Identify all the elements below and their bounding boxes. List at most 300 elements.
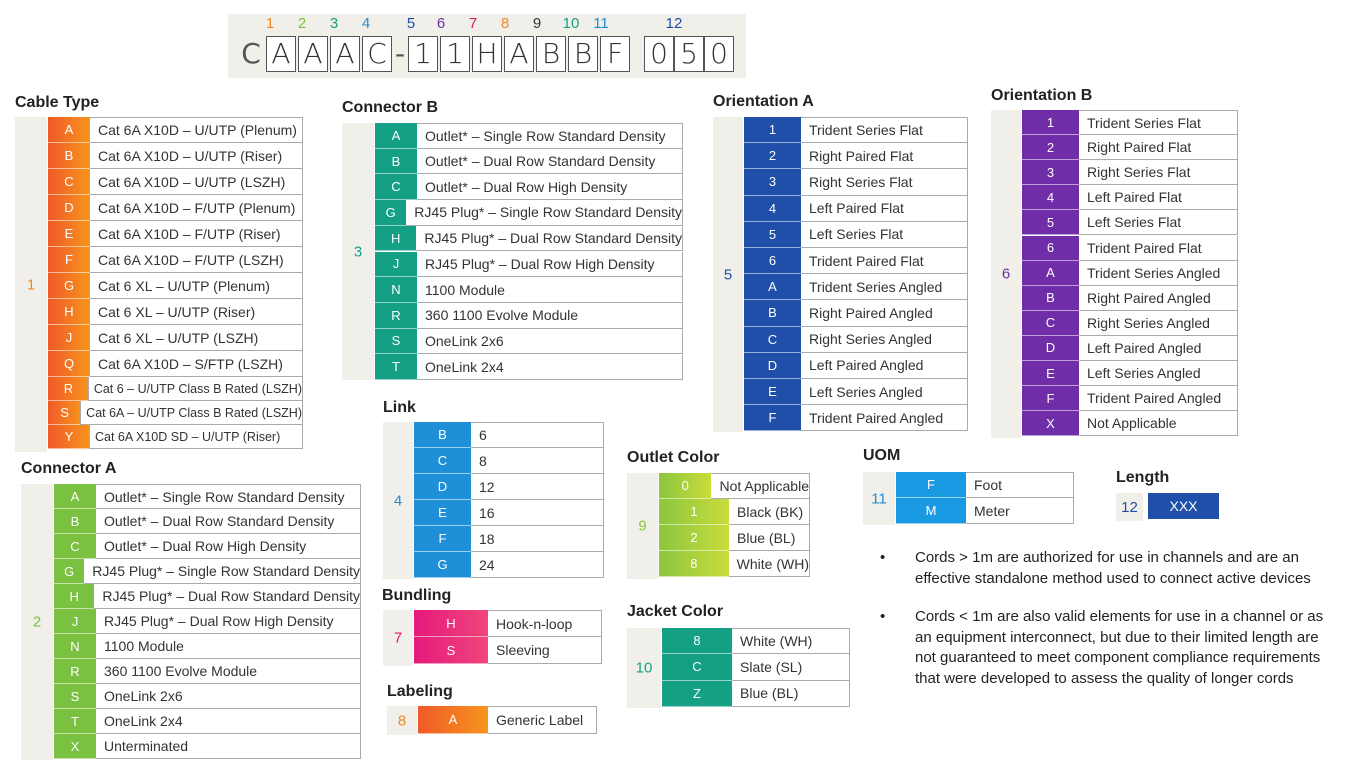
option-label: Trident Paired Angled: [801, 405, 968, 431]
section-number-cell: [713, 117, 743, 432]
option-code: E: [1022, 361, 1079, 386]
option-code: A: [54, 484, 96, 509]
option-label: 18: [471, 526, 604, 552]
option-label: RJ45 Plug* – Dual Row High Density: [96, 609, 361, 634]
option-label: 16: [471, 500, 604, 526]
option-row: [48, 143, 303, 169]
option-label: Slate (SL): [732, 654, 850, 680]
section-number-cell: [991, 110, 1021, 438]
option-label: Cat 6 XL – U/UTP (Plenum): [90, 273, 303, 299]
option-label: RJ45 Plug* – Single Row Standard Density: [84, 559, 361, 584]
option-code: D: [48, 195, 90, 221]
option-code: D: [414, 474, 471, 500]
labeling-title: Labeling: [387, 683, 453, 700]
option-label: Left Series Flat: [801, 222, 968, 248]
option-label: Right Paired Angled: [801, 300, 968, 326]
option-row: [48, 221, 303, 247]
option-code: F: [896, 472, 966, 498]
option-code: F: [1022, 386, 1079, 411]
option-row: [54, 559, 361, 584]
uom-table: [863, 472, 1074, 525]
bundling-table: [383, 610, 602, 666]
option-row: [48, 401, 303, 425]
option-label: Right Series Flat: [801, 169, 968, 195]
option-row: [1022, 336, 1238, 361]
code-char: 1: [440, 36, 470, 72]
option-label: Outlet* – Dual Row Standard Density: [96, 509, 361, 534]
option-row: [54, 509, 361, 534]
code-char: B: [536, 36, 566, 72]
option-code: A: [418, 706, 488, 734]
option-label: RJ45 Plug* – Dual Row High Density: [417, 252, 683, 278]
dash-char: -: [394, 37, 406, 70]
option-label: Cat 6A X10D SD – U/UTP (Riser): [89, 425, 303, 449]
option-rows: [414, 610, 602, 666]
option-code: S: [414, 637, 488, 664]
option-row: [375, 252, 683, 278]
option-label: Blue (BL): [732, 681, 850, 707]
option-code: T: [54, 709, 96, 734]
option-label: 24: [471, 552, 604, 578]
option-label: White (WH): [729, 551, 810, 577]
code-char: A: [330, 36, 360, 72]
part-number-diagram: [228, 14, 746, 78]
notes-list: [880, 548, 1342, 701]
option-label: Cat 6A X10D – F/UTP (Riser): [90, 221, 303, 247]
option-label: Cat 6 XL – U/UTP (LSZH): [90, 325, 303, 351]
option-code: J: [375, 252, 417, 278]
option-row: [375, 149, 683, 175]
section-number-cell: [15, 117, 47, 452]
option-label: Left Paired Flat: [801, 196, 968, 222]
option-row: [48, 195, 303, 221]
option-row: [744, 222, 968, 248]
option-row: [744, 379, 968, 405]
option-label: 360 1100 Evolve Module: [96, 659, 361, 684]
option-row: [659, 473, 810, 499]
jacket-color-title: Jacket Color: [627, 603, 724, 620]
option-code: 1: [1022, 110, 1079, 135]
orientation-a-table: [713, 117, 968, 432]
option-code: T: [375, 354, 417, 380]
option-code: 3: [744, 169, 801, 195]
length-char: 0: [704, 36, 734, 72]
option-code: X: [1022, 411, 1079, 436]
option-label: Cat 6 XL – U/UTP (Riser): [90, 299, 303, 325]
option-code: D: [1022, 336, 1079, 361]
option-code: Q: [48, 351, 90, 377]
option-label: RJ45 Plug* – Dual Row Standard Density: [416, 226, 683, 252]
option-code: 5: [1022, 210, 1079, 235]
option-row: [54, 659, 361, 684]
section-number: 9: [638, 517, 647, 535]
option-label: Trident Paired Flat: [1079, 236, 1238, 261]
position-number: 1: [265, 15, 275, 32]
option-label: Left Paired Angled: [1079, 336, 1238, 361]
option-label: Left Paired Flat: [1079, 185, 1238, 210]
option-row: [662, 654, 850, 680]
section-number-cell: [21, 484, 53, 760]
option-code: D: [744, 353, 801, 379]
position-number: 8: [500, 15, 510, 32]
code-char: H: [472, 36, 502, 72]
option-label: Not Applicable: [1079, 411, 1238, 436]
option-code: B: [375, 149, 417, 175]
option-code: G: [375, 200, 406, 226]
option-code: A: [48, 117, 90, 143]
section-number: 10: [635, 659, 653, 677]
option-label: Right Series Angled: [1079, 311, 1238, 336]
option-code: M: [896, 498, 966, 524]
option-row: [48, 325, 303, 351]
option-code: 2: [659, 525, 729, 551]
option-row: [744, 248, 968, 274]
option-row: [1022, 386, 1238, 411]
position-number: 2: [297, 15, 307, 32]
position-number: 11: [593, 15, 609, 32]
section-number-cell: [342, 123, 374, 380]
option-row: [744, 405, 968, 431]
option-label: 360 1100 Evolve Module: [417, 303, 683, 329]
option-row: [414, 610, 602, 637]
option-row: [659, 551, 810, 577]
option-rows: [54, 484, 361, 760]
option-row: [54, 534, 361, 559]
option-label: OneLink 2x4: [96, 709, 361, 734]
length-side: [1116, 493, 1143, 521]
option-code: A: [375, 123, 417, 149]
option-code: E: [414, 500, 471, 526]
option-code: G: [48, 273, 90, 299]
option-code: B: [1022, 286, 1079, 311]
option-rows: [1022, 110, 1238, 438]
section-number-cell: [863, 472, 895, 525]
position-number: 12: [665, 15, 683, 32]
option-label: Right Paired Flat: [1079, 135, 1238, 160]
note-item: [880, 607, 1342, 689]
option-label: RJ45 Plug* – Dual Row Standard Density: [94, 584, 361, 609]
section-number: 3: [353, 243, 363, 260]
option-code: E: [744, 379, 801, 405]
option-code: R: [375, 303, 417, 329]
option-code: H: [48, 299, 90, 325]
option-code: S: [48, 401, 81, 425]
option-row: [375, 303, 683, 329]
option-code: C: [744, 327, 801, 353]
option-label: OneLink 2x6: [417, 329, 683, 355]
section-number-cell: [387, 706, 417, 735]
option-row: [662, 681, 850, 707]
option-code: G: [414, 552, 471, 578]
option-label: Hook-n-loop: [488, 610, 602, 637]
option-row: [744, 143, 968, 169]
option-row: [744, 117, 968, 143]
option-label: 8: [471, 448, 604, 474]
option-label: Outlet* – Dual Row High Density: [96, 534, 361, 559]
option-code: E: [48, 221, 90, 247]
option-code: Z: [662, 681, 732, 707]
option-row: [375, 174, 683, 200]
option-label: Black (BK): [729, 499, 810, 525]
option-label: RJ45 Plug* – Single Row Standard Density: [406, 200, 683, 226]
option-label: Right Paired Angled: [1079, 286, 1238, 311]
option-row: [48, 377, 303, 401]
option-code: 2: [1022, 135, 1079, 160]
length-char: 0: [644, 36, 674, 72]
option-row: [896, 498, 1074, 524]
option-code: C: [48, 169, 90, 195]
option-row: [418, 706, 597, 734]
option-code: N: [54, 634, 96, 659]
link-title: Link: [383, 399, 416, 416]
code-char: A: [266, 36, 296, 72]
option-row: [54, 584, 361, 609]
option-code: S: [54, 684, 96, 709]
option-label: 12: [471, 474, 604, 500]
option-label: Unterminated: [96, 734, 361, 759]
option-code: N: [375, 277, 417, 303]
option-label: Trident Series Flat: [801, 117, 968, 143]
option-label: 6: [471, 422, 604, 448]
option-label: Cat 6A X10D – U/UTP (Plenum): [90, 117, 303, 143]
option-row: [54, 684, 361, 709]
option-row: [414, 637, 602, 664]
option-code: R: [54, 659, 96, 684]
length-char: 5: [674, 36, 704, 72]
option-label: Trident Paired Angled: [1079, 386, 1238, 411]
option-rows: [48, 117, 303, 452]
option-rows: [414, 422, 604, 579]
option-row: [48, 425, 303, 449]
section-number: 7: [393, 629, 403, 647]
section-number: 11: [871, 490, 887, 507]
connector-b-title: Connector B: [342, 99, 438, 116]
option-row: [1022, 185, 1238, 210]
option-row: [375, 354, 683, 380]
orientation-a-title: Orientation A: [713, 93, 814, 110]
option-code: C: [54, 534, 96, 559]
option-row: [48, 247, 303, 273]
option-code: 1: [659, 499, 729, 525]
option-rows: [659, 473, 810, 579]
section-number-cell: [627, 473, 658, 579]
code-char: F: [600, 36, 630, 72]
option-code: 5: [744, 222, 801, 248]
option-row: [414, 474, 604, 500]
option-code: A: [744, 274, 801, 300]
option-row: [1022, 210, 1238, 235]
option-label: Blue (BL): [729, 525, 810, 551]
option-label: Sleeving: [488, 637, 602, 664]
option-code: J: [48, 325, 90, 351]
note-item: [880, 548, 1342, 589]
option-row: [414, 526, 604, 552]
option-row: [54, 634, 361, 659]
option-code: H: [54, 584, 94, 609]
option-code: 0: [659, 473, 711, 499]
length-title: Length: [1116, 469, 1170, 486]
option-row: [414, 422, 604, 448]
option-rows: [662, 628, 850, 708]
connector-a-table: [21, 484, 361, 760]
option-label: 1100 Module: [417, 277, 683, 303]
option-rows: [375, 123, 683, 380]
option-row: [54, 609, 361, 634]
option-row: [375, 200, 683, 226]
option-code: A: [1022, 261, 1079, 286]
option-code: 8: [662, 628, 732, 654]
option-rows: [418, 706, 597, 735]
option-code: C: [414, 448, 471, 474]
note-text: Cords > 1m are authorized for use in channels and are an effective standalone method used to connect active devices: [915, 549, 1311, 587]
option-code: C: [375, 174, 417, 200]
option-code: R: [48, 377, 89, 401]
option-row: [744, 196, 968, 222]
option-label: White (WH): [732, 628, 850, 654]
option-code: 3: [1022, 160, 1079, 185]
code-char: B: [568, 36, 598, 72]
code-char: A: [298, 36, 328, 72]
option-row: [48, 351, 303, 377]
option-label: Cat 6A X10D – U/UTP (Riser): [90, 143, 303, 169]
option-row: [54, 709, 361, 734]
option-row: [48, 169, 303, 195]
connector-a-title: Connector A: [21, 460, 117, 477]
section-number: 1: [26, 276, 36, 293]
option-code: F: [744, 405, 801, 431]
option-code: 1: [744, 117, 801, 143]
option-code: F: [414, 526, 471, 552]
section-number: 8: [397, 712, 407, 729]
option-row: [744, 353, 968, 379]
section-number-cell: [627, 628, 661, 708]
option-row: [414, 552, 604, 578]
option-code: 6: [744, 248, 801, 274]
section-number: 2: [32, 613, 42, 631]
option-code: Y: [48, 425, 90, 449]
option-row: [662, 628, 850, 654]
bullet: •: [880, 549, 886, 566]
option-code: H: [414, 610, 488, 637]
option-label: Left Series Angled: [801, 379, 968, 405]
option-code: H: [375, 226, 416, 252]
option-code: B: [414, 422, 471, 448]
note-text: Cords < 1m are also valid elements for use in a channel or as an equipment interconnect, but due to their limited length are not guaranteed to meet component compliance requirements that were developed to assess the quality of longer cords: [915, 608, 1324, 687]
option-code: 4: [744, 196, 801, 222]
option-label: Outlet* – Single Row Standard Density: [96, 484, 361, 509]
option-label: Left Series Angled: [1079, 361, 1238, 386]
option-row: [1022, 261, 1238, 286]
option-label: Right Series Angled: [801, 327, 968, 353]
outlet-color-title: Outlet Color: [627, 449, 720, 466]
option-label: Outlet* – Single Row Standard Density: [417, 123, 683, 149]
option-label: Right Paired Flat: [801, 143, 968, 169]
option-label: Outlet* – Dual Row Standard Density: [417, 149, 683, 175]
option-label: Cat 6A X10D – F/UTP (LSZH): [90, 247, 303, 273]
connector-b-table: [342, 123, 683, 380]
length-value: XXX: [1169, 498, 1198, 514]
bundling-title: Bundling: [382, 587, 452, 604]
code-char: C: [362, 36, 392, 72]
option-row: [1022, 236, 1238, 261]
option-row: [414, 500, 604, 526]
option-code: G: [54, 559, 84, 584]
option-code: S: [375, 329, 417, 355]
option-label: Cat 6A X10D – F/UTP (Plenum): [90, 195, 303, 221]
orientation-b-title: Orientation B: [991, 87, 1093, 104]
code-char: 1: [408, 36, 438, 72]
cable-type-title: Cable Type: [15, 94, 100, 111]
position-number: 10: [562, 15, 580, 32]
option-row: [1022, 110, 1238, 135]
option-row: [54, 484, 361, 509]
option-code: C: [1022, 311, 1079, 336]
option-row: [1022, 286, 1238, 311]
option-row: [744, 169, 968, 195]
section-number: 6: [1001, 265, 1011, 283]
option-code: 4: [1022, 185, 1079, 210]
section-number: 5: [723, 266, 733, 283]
prefix-char: C: [241, 37, 261, 70]
option-label: Cat 6A X10D – U/UTP (LSZH): [90, 169, 303, 195]
section-number-cell: [383, 422, 413, 579]
position-number: 4: [361, 15, 371, 32]
option-row: [375, 226, 683, 252]
option-label: OneLink 2x4: [417, 354, 683, 380]
option-label: Left Paired Angled: [801, 353, 968, 379]
option-code: 2: [744, 143, 801, 169]
option-code: B: [48, 143, 90, 169]
option-row: [375, 277, 683, 303]
option-label: Foot: [966, 472, 1074, 498]
option-row: [896, 472, 1074, 498]
orientation-b-table: [991, 110, 1238, 438]
option-code: B: [54, 509, 96, 534]
option-label: Trident Paired Flat: [801, 248, 968, 274]
option-code: J: [54, 609, 96, 634]
option-label: Left Series Flat: [1079, 210, 1238, 235]
code-char: A: [504, 36, 534, 72]
length-side-number: 12: [1121, 498, 1138, 516]
position-number: 3: [329, 15, 339, 32]
option-code: 8: [659, 551, 729, 577]
option-row: [1022, 135, 1238, 160]
section-number-cell: [383, 610, 413, 666]
outlet-color-table: [627, 473, 810, 579]
bullet: •: [880, 608, 886, 625]
option-label: Trident Series Flat: [1079, 110, 1238, 135]
option-label: Generic Label: [488, 706, 597, 734]
option-label: Trident Series Angled: [1079, 261, 1238, 286]
option-row: [48, 299, 303, 325]
cable-type-table: [15, 117, 303, 452]
labeling-table: [387, 706, 597, 735]
length-value-box: [1148, 493, 1219, 519]
option-label: Outlet* – Dual Row High Density: [417, 174, 683, 200]
option-label: OneLink 2x6: [96, 684, 361, 709]
option-label: Trident Series Angled: [801, 274, 968, 300]
position-number: 9: [532, 15, 542, 32]
uom-title: UOM: [863, 447, 901, 464]
option-row: [1022, 311, 1238, 336]
option-code: X: [54, 734, 96, 759]
option-label: Cat 6A – U/UTP Class B Rated (LSZH): [80, 401, 303, 425]
option-code: B: [744, 300, 801, 326]
option-row: [1022, 411, 1238, 436]
option-code: 6: [1022, 236, 1079, 261]
option-label: Cat 6 – U/UTP Class B Rated (LSZH): [88, 377, 303, 401]
option-label: Meter: [966, 498, 1074, 524]
